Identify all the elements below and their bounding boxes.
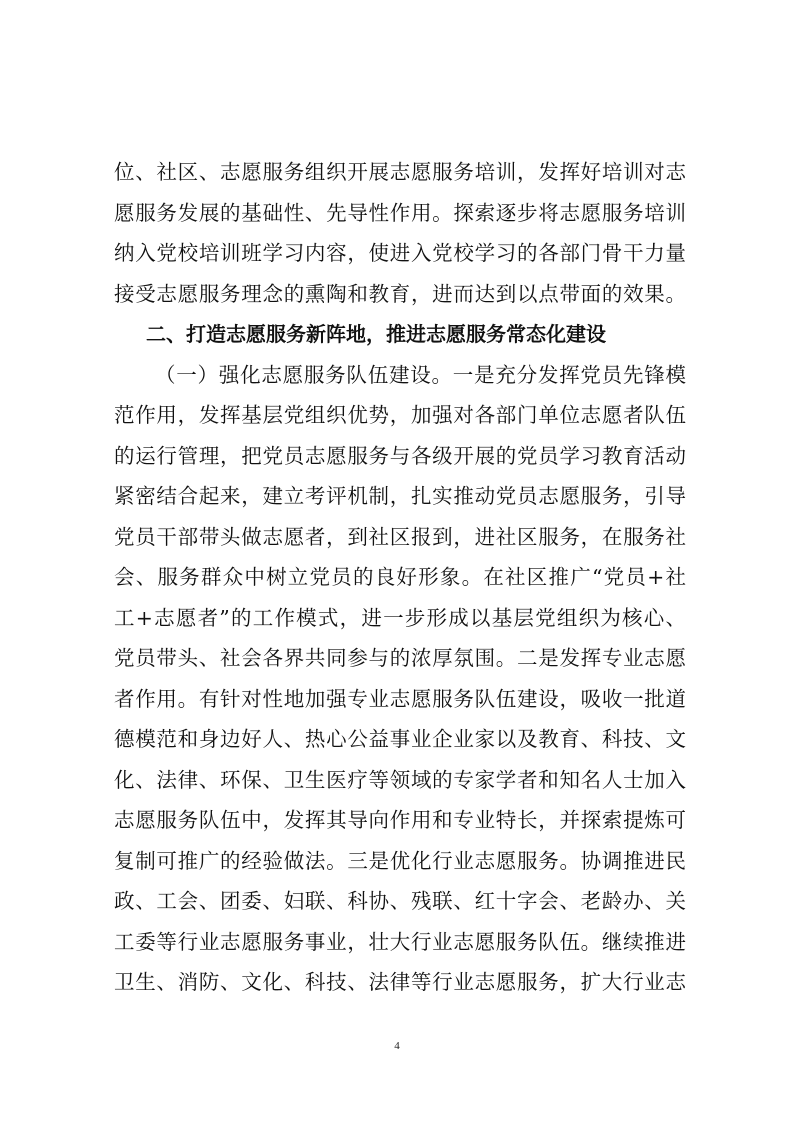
text-line: 接受志愿服务理念的熏陶和教育，进而达到以点带面的效果。 (114, 281, 686, 306)
text-line: 政、工会、团委、妇联、科协、残联、红十字会、老龄办、关 (114, 889, 686, 913)
text-line: 工委等行业志愿服务事业，壮大行业志愿服务队伍。继续推进 (114, 929, 686, 954)
text-line: 紧密结合起来，建立考评机制，扎实推动党员志愿服务，引导 (114, 484, 686, 508)
section-heading: 二、打造志愿服务新阵地，推进志愿服务常态化建设 (146, 322, 606, 346)
text-line: 者作用。有针对性地加强专业志愿服务队伍建设，吸收一批道 (114, 686, 686, 711)
text-line: 工+志愿者”的工作模式，进一步形成以基层党组织为核心、 (114, 605, 686, 630)
text-line: 会、服务群众中树立党员的良好形象。在社区推广“党员+社 (114, 565, 686, 589)
page-number: 4 (394, 1040, 400, 1052)
text-line: 德模范和身边好人、热心公益事业企业家以及教育、科技、文 (114, 727, 686, 751)
text-line: 复制可推广的经验做法。三是优化行业志愿服务。协调推进民 (114, 848, 686, 873)
text-line: 卫生、消防、文化、科技、法律等行业志愿服务，扩大行业志 (114, 970, 686, 994)
text-line: 的运行管理，把党员志愿服务与各级开展的党员学习教育活动 (114, 443, 686, 468)
text-line: 位、社区、志愿服务组织开展志愿服务培训，发挥好培训对志 (114, 160, 686, 184)
text-line: 志愿服务队伍中，发挥其导向作用和专业特长，并探索提炼可 (114, 808, 686, 832)
text-line: 愿服务发展的基础性、先导性作用。探索逐步将志愿服务培训 (114, 200, 686, 225)
text-line: 纳入党校培训班学习内容，使进入党校学习的各部门骨干力量 (114, 241, 686, 265)
text-line: 化、法律、环保、卫生医疗等领域的专家学者和知名人士加入 (114, 767, 686, 792)
text-line: 党员带头、社会各界共同参与的浓厚氛围。二是发挥专业志愿 (114, 646, 686, 670)
body-text (114, 152, 686, 1003)
text-line: 党员干部带头做志愿者，到社区报到，进社区服务，在服务社 (114, 524, 686, 549)
text-line: 范作用，发挥基层党组织优势，加强对各部门单位志愿者队伍 (114, 403, 686, 427)
text-line: （一）强化志愿服务队伍建设。一是充分发挥党员先锋模 (155, 362, 686, 387)
